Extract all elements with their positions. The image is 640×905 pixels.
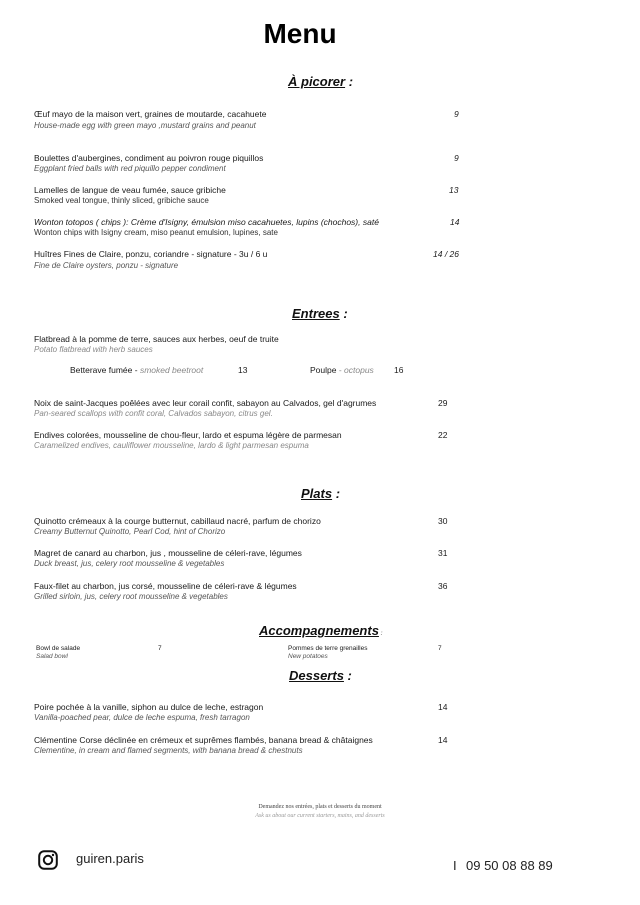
menu-item-price: 9 [454,153,459,163]
section-accompagnements [259,623,383,638]
option-price: 13 [238,365,248,375]
section-accompagnements-title: Accompagnements [259,623,379,638]
menu-item-name: Magret de canard au charbon, jus , mousseline de céleri-rave, légumes [34,548,302,558]
menu-item-translation: Clementine, in cream and flamed segments, with banana bread & chestnuts [34,746,303,755]
menu-item-price: 31 [438,548,448,558]
section-picorer-colon: : [345,74,354,89]
menu-item-name: Clémentine Corse déclinée en crémeux et suprêmes flambés, banana bread & châtaignes [34,735,373,745]
menu-item-name: Huîtres Fines de Claire, ponzu, coriandre - signature - 3u / 6 u [34,249,268,259]
menu-item-name: Boulettes d'aubergines, condiment au poivron rouge piquillos [34,153,264,163]
menu-item-name: Noix de saint-Jacques poêlées avec leur corail confit, sabayon au Calvados, gel d'agrumes [34,398,377,408]
menu-item-price: 14 [450,217,460,227]
menu-item-translation: Grilled sirloin, jus, celery root mousseline & vegetables [34,592,228,601]
section-plats-colon: : [332,486,341,501]
side-item-price: 7 [438,645,442,652]
menu-item-price: 29 [438,398,448,408]
page-title: Menu [263,18,337,49]
menu-item-translation: Fine de Claire oysters, ponzu - signature [34,261,179,270]
menu-item-translation: Caramelized endives, cauliflower mousseline, lardo & light parmesan espuma [34,441,309,450]
menu-item-price: 9 [454,109,459,119]
menu-item-translation: House-made egg with green mayo ,mustard grains and peanut [34,121,256,130]
menu-item-translation: Eggplant fried balls with red piquillo pepper condiment [34,164,226,173]
specials-note-translation: Ask us about our current starters, mains, and desserts [255,813,385,819]
menu-item-price: 13 [449,185,459,195]
section-picorer [288,74,353,89]
menu-item-price: 14 [438,702,448,712]
side-item-name: Pommes de terre grenailles [288,645,368,652]
menu-item-price: 14 / 26 [433,249,459,259]
section-desserts-title: Desserts [289,668,344,683]
footer-separator: I [453,858,457,873]
option-separator: - [132,365,140,375]
option-translation: octopus [344,365,374,375]
menu-item-name: Faux-filet au charbon, jus corsé, mousseline de céleri-rave & légumes [34,581,297,591]
side-item-name: Bowl de salade [36,645,81,652]
flatbread-option-betterave [70,365,203,375]
section-plats-title: Plats [301,486,333,501]
menu-item-price: 14 [438,735,448,745]
menu-item-translation: Potato flatbread with herb sauces [34,345,153,354]
option-separator: - [336,365,345,375]
section-entrees-title: Entrees [292,306,340,321]
section-desserts [289,668,352,683]
section-accompagnements-colon: : [378,631,383,637]
option-name: Betterave fumée [70,365,133,375]
side-item-price: 7 [158,645,162,652]
flatbread-option-poulpe [310,365,374,375]
menu-item-name: Quinotto crémeaux à la courge butternut, cabillaud nacré, parfum de chorizo [34,516,321,526]
menu-item-price: 22 [438,430,448,440]
menu-item-name: Poire pochée à la vanille, siphon au dulce de leche, estragon [34,702,264,712]
section-entrees [292,306,348,321]
menu-item-name: Flatbread à la pomme de terre, sauces aux herbes, oeuf de truite [34,334,279,344]
instagram-icon[interactable] [38,850,58,870]
menu-item-translation: Smoked veal tongue, thinly sliced, gribiche sauce [34,196,209,205]
menu-item-translation: Duck breast, jus, celery root mousseline & vegetables [34,559,225,568]
option-price: 16 [394,365,404,375]
option-translation: smoked beetroot [139,365,204,375]
menu-item-name: Œuf mayo de la maison vert, graines de moutarde, cacahuete [34,109,267,119]
phone-number[interactable]: 09 50 08 88 89 [466,858,553,873]
menu-item-translation: Vanilla-poached pear, dulce de leche espuma, fresh tarragon [34,713,250,722]
menu-item-translation: Pan-seared scallops with confit coral, Calvados sabayon, citrus gel. [34,409,273,418]
menu-item-name: Lamelles de langue de veau fumée, sauce gribiche [34,185,226,195]
section-entrees-colon: : [339,306,348,321]
section-desserts-colon: : [343,668,352,683]
menu-item-translation: Creamy Butternut Quinotto, Pearl Cod, hint of Chorizo [34,527,226,536]
menu-item-price: 36 [438,581,448,591]
section-plats [301,486,340,501]
side-item-translation: New potatoes [288,653,328,660]
menu-item-name: Wonton totopos ( chips ): Crème d'Isigny, émulsion miso cacahuetes, lupins (chochos), saté [34,217,379,227]
menu-item-name: Endives colorées, mousseline de chou-fleur, lardo et espuma légère de parmesan [34,430,342,440]
section-picorer-title: À picorer [288,74,346,89]
menu-item-price: 30 [438,516,448,526]
specials-note: Demandez nos entrées, plats et desserts du moment [258,804,382,810]
instagram-handle[interactable]: guiren.paris [76,851,144,866]
side-item-translation: Salad bowl [36,653,68,660]
menu-item-translation: Wonton chips with Isigny cream, miso peanut emulsion, lupines, sate [34,228,278,237]
option-name: Poulpe [310,365,337,375]
